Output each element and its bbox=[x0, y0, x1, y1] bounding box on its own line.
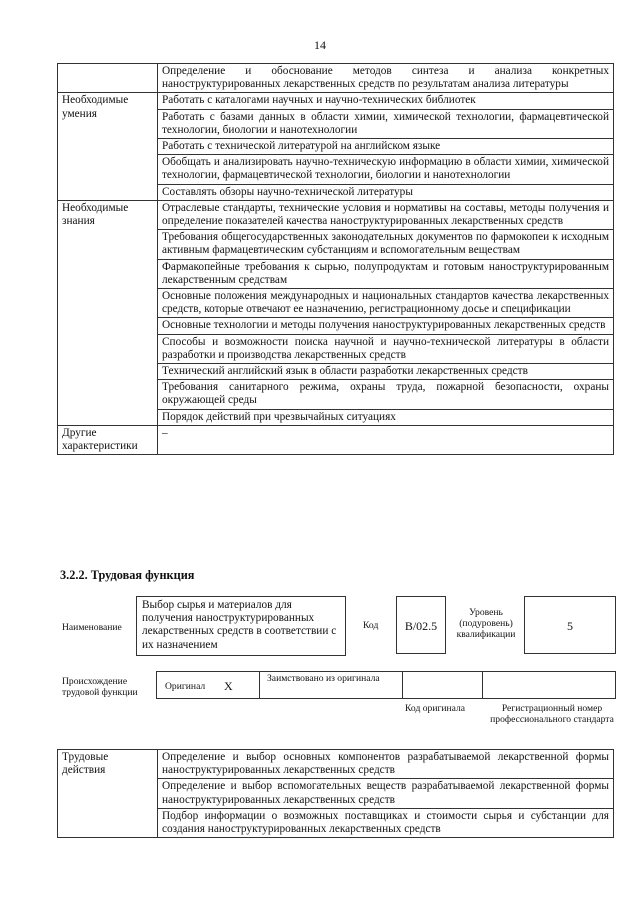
item-cell: Работать с базами данных в области химии, химической технологии, фармацевтической технологии, биологии и нанотехнологии bbox=[158, 109, 614, 138]
item-cell: Определение и выбор вспомогательных веществ разрабатываемой лекарственной формы наноструктурированных лекарственных средств bbox=[158, 779, 614, 808]
table-row bbox=[58, 200, 614, 229]
item-cell: Требования общегосударственных законодательных документов по фармокопеи к исходным активным фармацевтическим субстанциям и вспомогательным веществам bbox=[158, 230, 614, 259]
item-cell: Определение и выбор основных компонентов разрабатываемой лекарственной формы наноструктурированных лекарственных средств bbox=[158, 750, 614, 779]
category-cell: Другие характеристики bbox=[58, 425, 158, 454]
level-box bbox=[524, 596, 616, 654]
item-cell: Основные технологии и методы получения наноструктурированных лекарственных средств bbox=[158, 318, 614, 334]
item-cell: – bbox=[158, 425, 614, 454]
item-cell: Технический английский язык в области разработки лекарственных средств bbox=[158, 364, 614, 380]
code-value: В/02.5 bbox=[404, 619, 438, 633]
item-cell: Требования санитарного режима, охраны труда, пожарной безопасности, охраны окружающей среды bbox=[158, 380, 614, 409]
level-label: Уровень (подуровень) квалификации bbox=[456, 607, 516, 640]
item-cell: Фармакопейные требования к сырью, полупродуктам и готовым наноструктурированным лекарственным средствам bbox=[158, 259, 614, 288]
item-cell: Работать с каталогами научных и научно-технических библиотек bbox=[158, 93, 614, 109]
category-cell: Трудовые действия bbox=[58, 750, 158, 838]
item-cell: Основные положения международных и национальных стандартов качества лекарственных средств, которые отвечают ее назначению, регистрационному досье и спецификации bbox=[158, 289, 614, 318]
section-title: 3.2.2. Трудовая функция bbox=[60, 568, 195, 582]
reg-number-label: Регистрационный номер профессионального стандарта bbox=[490, 703, 614, 725]
item-cell: Работать с технической литературой на английском языке bbox=[158, 139, 614, 155]
origin-divider bbox=[482, 671, 483, 699]
item-cell: Обобщать и анализировать научно-техническую информацию в области химии, химической технологии, фармацевтической технологии, биологии и нанотехнологии bbox=[158, 155, 614, 184]
table-row bbox=[58, 93, 614, 109]
table-row bbox=[58, 425, 614, 454]
table-row bbox=[58, 64, 614, 93]
original-mark: X bbox=[224, 679, 233, 693]
code-original-label: Код оригинала bbox=[405, 703, 466, 714]
origin-box bbox=[156, 671, 616, 699]
table-row bbox=[58, 750, 614, 779]
item-cell: Порядок действий при чрезвычайных ситуациях bbox=[158, 409, 614, 425]
original-label: Оригинал bbox=[165, 681, 206, 692]
function-name-box bbox=[136, 596, 346, 656]
item-cell: Определение и обоснование методов синтеза и анализа конкретных наноструктурированных лекарственных средств по результатам анализа литературы bbox=[158, 64, 614, 93]
name-label: Наименование bbox=[62, 622, 122, 633]
origin-divider bbox=[259, 671, 260, 699]
function-name-value: Выбор сырья и материалов для получения наноструктурированных лекарственных средств в соответствии с их назначением bbox=[142, 599, 337, 651]
borrowed-label: Заимствовано из оригинала bbox=[267, 673, 380, 684]
category-cell bbox=[58, 64, 158, 93]
origin-label: Происхождение трудовой функции bbox=[62, 676, 138, 698]
category-cell: Необходимые знания bbox=[58, 200, 158, 425]
code-label: Код bbox=[363, 620, 379, 631]
level-value: 5 bbox=[567, 619, 573, 633]
page-number: 14 bbox=[314, 38, 326, 52]
labor-actions-table bbox=[57, 749, 614, 838]
origin-divider bbox=[402, 671, 403, 699]
skills-knowledge-table bbox=[57, 63, 614, 455]
item-cell: Способы и возможности поиска научной и научно-технической литературы в области разработки и производства лекарственных средств bbox=[158, 334, 614, 363]
item-cell: Отраслевые стандарты, технические условия и нормативы на составы, методы получения и определение показателей качества наноструктурированных лекарственных средств bbox=[158, 200, 614, 229]
item-cell: Составлять обзоры научно-технической литературы bbox=[158, 184, 614, 200]
item-cell: Подбор информации о возможных поставщиках и стоимости сырья и субстанции для создания наноструктурированных лекарственных средств bbox=[158, 808, 614, 837]
code-box bbox=[396, 596, 446, 654]
category-cell: Необходимые умения bbox=[58, 93, 158, 200]
